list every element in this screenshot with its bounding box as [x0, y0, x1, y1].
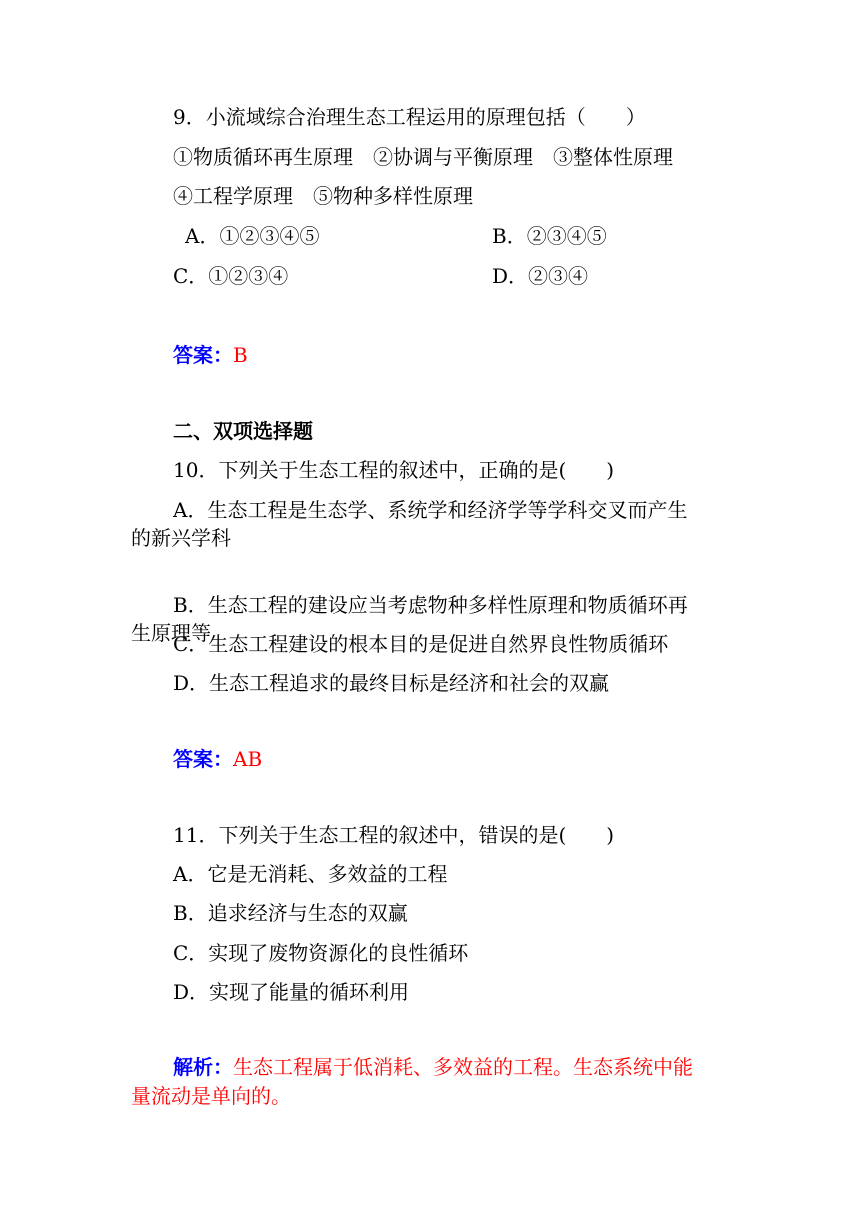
- q9-items-line1: ①物质循环再生原理 ②协调与平衡原理 ③整体性原理: [173, 145, 673, 169]
- q10-stem: 10．下列关于生态工程的叙述中，正确的是( ): [173, 458, 615, 482]
- q10-answer: [173, 746, 262, 772]
- q11-option-c: C．实现了废物资源化的良性循环: [173, 941, 469, 965]
- q9-answer-value: B: [233, 343, 248, 367]
- q10-option-c: C．生态工程建设的根本目的是促进自然界良性物质循环: [173, 632, 669, 656]
- q11-analysis-line2: 量流动是单向的。: [131, 1084, 291, 1108]
- q11-analysis-label: 解析：: [173, 1055, 233, 1079]
- q10-answer-value: AB: [233, 747, 263, 771]
- q11-option-a: A．它是无消耗、多效益的工程: [173, 862, 448, 886]
- q11-analysis-line1: [173, 1054, 693, 1080]
- section2-heading: 二、双项选择题: [173, 419, 313, 443]
- q9-stem: 9．小流域综合治理生态工程运用的原理包括（ ）: [173, 105, 646, 129]
- q10-option-a-line2: 的新兴学科: [131, 526, 231, 550]
- q9-items-line2: ④工程学原理 ⑤物种多样性原理: [173, 184, 473, 208]
- q10-option-b-line1: B．生态工程的建设应当考虑物种多样性原理和物质循环再: [173, 593, 688, 617]
- q9-option-c: C．①②③④: [173, 264, 289, 288]
- q10-option-b-line2: 生原理等: [131, 621, 211, 645]
- q9-option-d: D．②③④: [492, 264, 589, 288]
- q10-option-d: D．生态工程追求的最终目标是经济和社会的双赢: [173, 671, 610, 695]
- q11-stem: 11．下列关于生态工程的叙述中，错误的是( ): [173, 823, 615, 847]
- q11-analysis-text1: 生态工程属于低消耗、多效益的工程。生态系统中能: [233, 1055, 693, 1079]
- q10-option-a-line1: A．生态工程是生态学、系统学和经济学等学科交叉而产生: [173, 498, 688, 522]
- q9-option-a: A．①②③④⑤: [185, 224, 320, 248]
- q9-option-b: B．②③④⑤: [492, 224, 607, 248]
- q9-answer-label: 答案：: [173, 343, 233, 367]
- q9-answer: [173, 342, 248, 368]
- q10-answer-label: 答案：: [173, 747, 233, 771]
- q11-option-d: D．实现了能量的循环利用: [173, 980, 410, 1004]
- q11-option-b: B．追求经济与生态的双赢: [173, 901, 408, 925]
